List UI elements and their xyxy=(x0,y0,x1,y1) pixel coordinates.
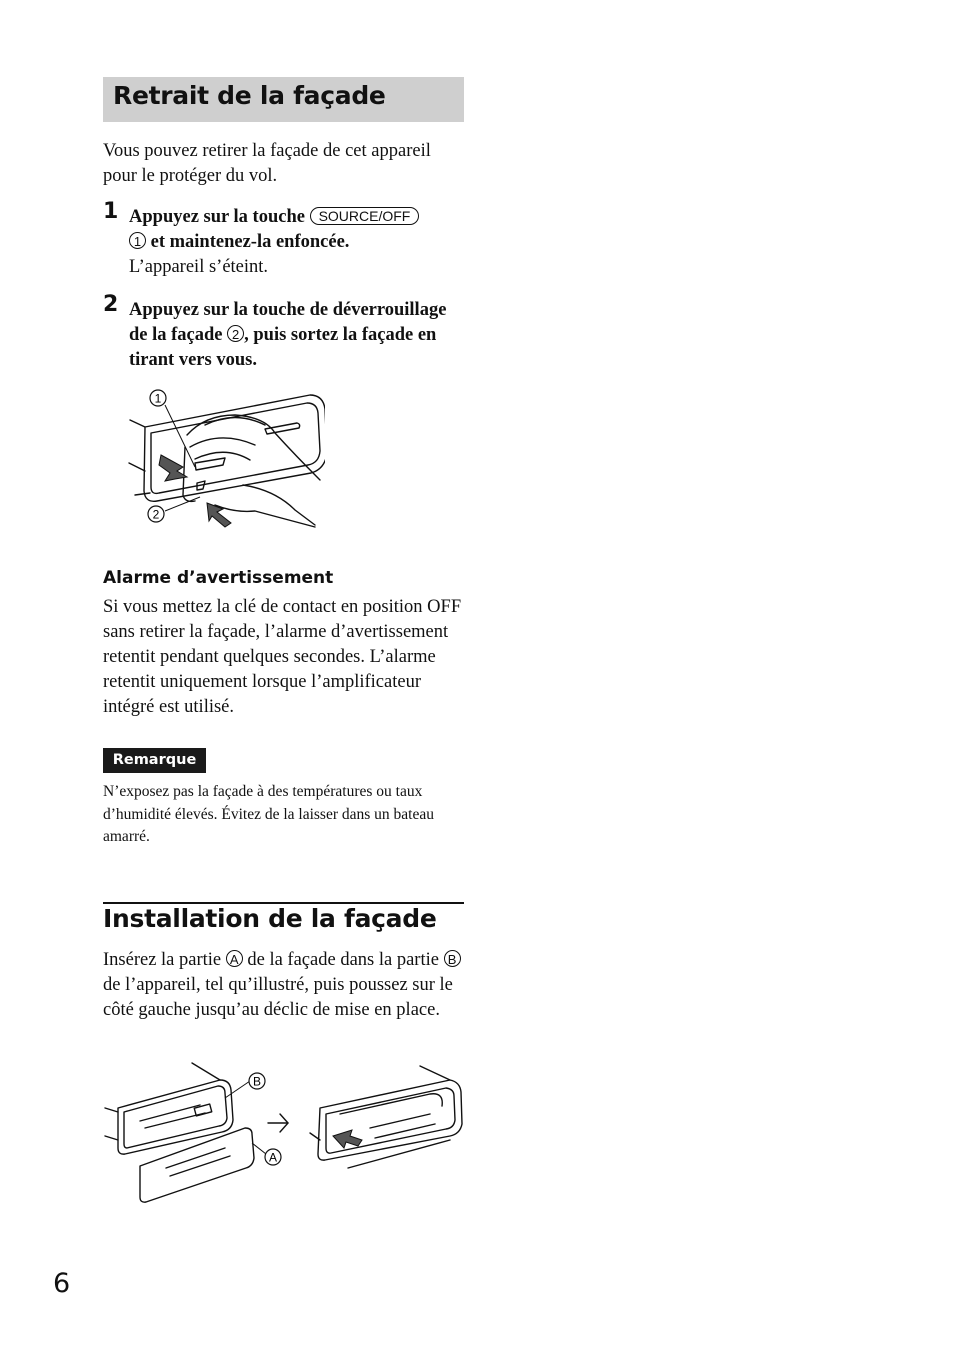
installation-text-2: de la façade dans la partie xyxy=(247,950,439,970)
figure1-callout-2: 2 xyxy=(152,507,160,522)
note-paragraph: N’exposez pas la façade à des températures ou taux d’humidité élevés. Évitez de la laisser dans un bateau amarré. xyxy=(103,783,434,845)
step-2-text-b: , puis sortez la façade en tirant vers vous. xyxy=(129,325,437,370)
source-off-button-label: SOURCE/OFF xyxy=(310,207,420,225)
alarm-heading: Alarme d’avertissement xyxy=(103,568,334,588)
section-title: Retrait de la façade xyxy=(113,81,386,110)
step-2-text-a: Appuyez sur la touche de déverrouillage de la façade xyxy=(129,300,447,345)
installation-paragraph xyxy=(103,948,464,1023)
part-b-marker: B xyxy=(444,950,461,967)
figure1-callout-1: 1 xyxy=(154,391,162,406)
page-number: 6 xyxy=(53,1268,71,1299)
installation-text-1: Insérez la partie xyxy=(103,950,222,970)
figure-install-front-panel xyxy=(100,1058,465,1208)
step-1-result: L’appareil s’éteint. xyxy=(129,257,269,277)
step-1 xyxy=(103,199,464,280)
step-1-text-b: et maintenez-la enfoncée. xyxy=(150,232,350,252)
callout-marker-2: 2 xyxy=(227,325,244,342)
step-2 xyxy=(103,292,464,373)
step-number: 1 xyxy=(103,199,119,224)
step-1-text-a: Appuyez sur la touche xyxy=(129,207,305,227)
section-title-installation: Installation de la façade xyxy=(103,904,437,933)
part-a-marker: A xyxy=(226,950,243,967)
intro-paragraph: Vous pouvez retirer la façade de cet appareil pour le protéger du vol. xyxy=(103,141,431,186)
section-heading-removal xyxy=(103,77,464,122)
figure-remove-front-panel xyxy=(125,385,325,535)
note-badge: Remarque xyxy=(103,748,206,773)
alarm-paragraph: Si vous mettez la clé de contact en position OFF sans retirer la façade, l’alarme d’avertissement retentit pendant quelques secondes. L’alarme retentit uniquement lorsque l’amplificateur intégré est utilisé. xyxy=(103,597,462,717)
installation-text-3: de l’appareil, tel qu’illustré, puis poussez sur le côté gauche jusqu’au déclic de mise en place. xyxy=(103,975,453,1020)
callout-marker-1: 1 xyxy=(129,232,146,249)
step-number: 2 xyxy=(103,292,119,317)
figure2-callout-b: B xyxy=(252,1074,262,1089)
figure2-callout-a: A xyxy=(268,1150,278,1165)
